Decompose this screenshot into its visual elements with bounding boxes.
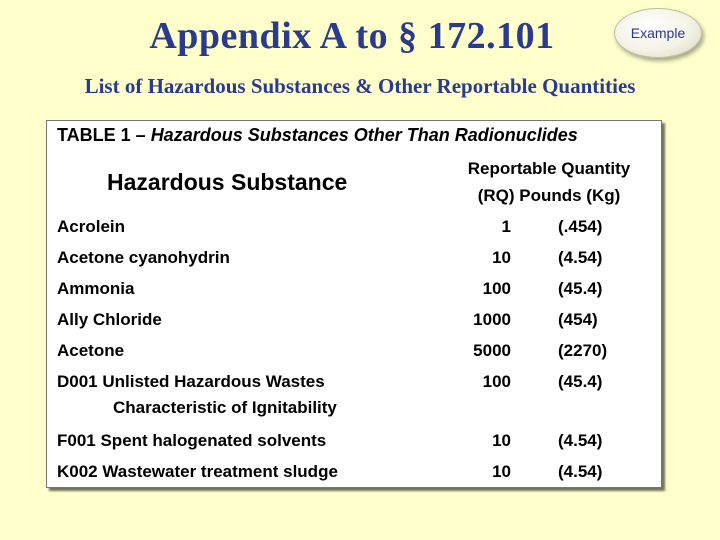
table-row [47, 244, 663, 275]
substance-name: F001 Spent halogenated solvents [57, 431, 327, 450]
substance-name: Acetone cyanohydrin [57, 248, 230, 267]
hazardous-substances-table [46, 120, 662, 488]
slide-title [0, 14, 720, 58]
table-row [47, 275, 663, 306]
rq-pounds: 100 [482, 279, 511, 298]
substance-name-line2: Characteristic of Ignitability [113, 398, 337, 417]
table-body [47, 213, 663, 489]
substance-name: K002 Wastewater treatment sludge [57, 462, 338, 481]
table-row [47, 306, 663, 337]
table-row [47, 458, 663, 489]
substance-name: Ammonia [57, 279, 135, 298]
rq-kg: (454) [558, 310, 598, 329]
column-header-substance: Hazardous Substance [107, 169, 348, 195]
rq-kg: (45.4) [558, 372, 603, 391]
substance-name [57, 372, 337, 418]
table-row [47, 368, 663, 427]
rq-pounds: 5000 [473, 341, 511, 360]
rq-pounds: 1000 [473, 310, 511, 329]
substance-name-line1: D001 Unlisted Hazardous Wastes [57, 372, 325, 391]
rq-kg: (4.54) [558, 462, 603, 481]
substance-name: Acetone [57, 341, 125, 360]
table-title [57, 125, 578, 146]
rq-kg: (45.4) [558, 279, 603, 298]
column-header-rq-line2: (RQ) Pounds (Kg) [477, 186, 621, 205]
rq-kg: (4.54) [558, 248, 603, 267]
column-header-rq-line1: Reportable Quantity [467, 159, 631, 178]
rq-pounds: 10 [492, 462, 511, 481]
rq-kg: (.454) [558, 217, 603, 236]
substance-name: Acrolein [57, 217, 126, 236]
rq-pounds: 1 [501, 217, 511, 236]
table-title-prefix: TABLE 1 – [57, 125, 151, 145]
rq-kg: (4.54) [558, 431, 603, 450]
rq-pounds: 100 [482, 372, 511, 391]
table-row [47, 427, 663, 458]
table-title-rest: Hazardous Substances Other Than Radionuclides [150, 125, 578, 145]
slide-title-text: Appendix A to § 172.101 [149, 15, 555, 57]
rq-kg: (2270) [558, 341, 608, 360]
rq-pounds: 10 [492, 431, 511, 450]
substance-name: Ally Chloride [57, 310, 162, 329]
column-header-rq [439, 155, 659, 209]
table-row [47, 337, 663, 368]
table-row [47, 213, 663, 244]
rq-pounds: 10 [492, 248, 511, 267]
example-badge: Example [614, 8, 702, 58]
slide-subtitle: List of Hazardous Substances & Other Reportable Quantities [84, 74, 636, 98]
